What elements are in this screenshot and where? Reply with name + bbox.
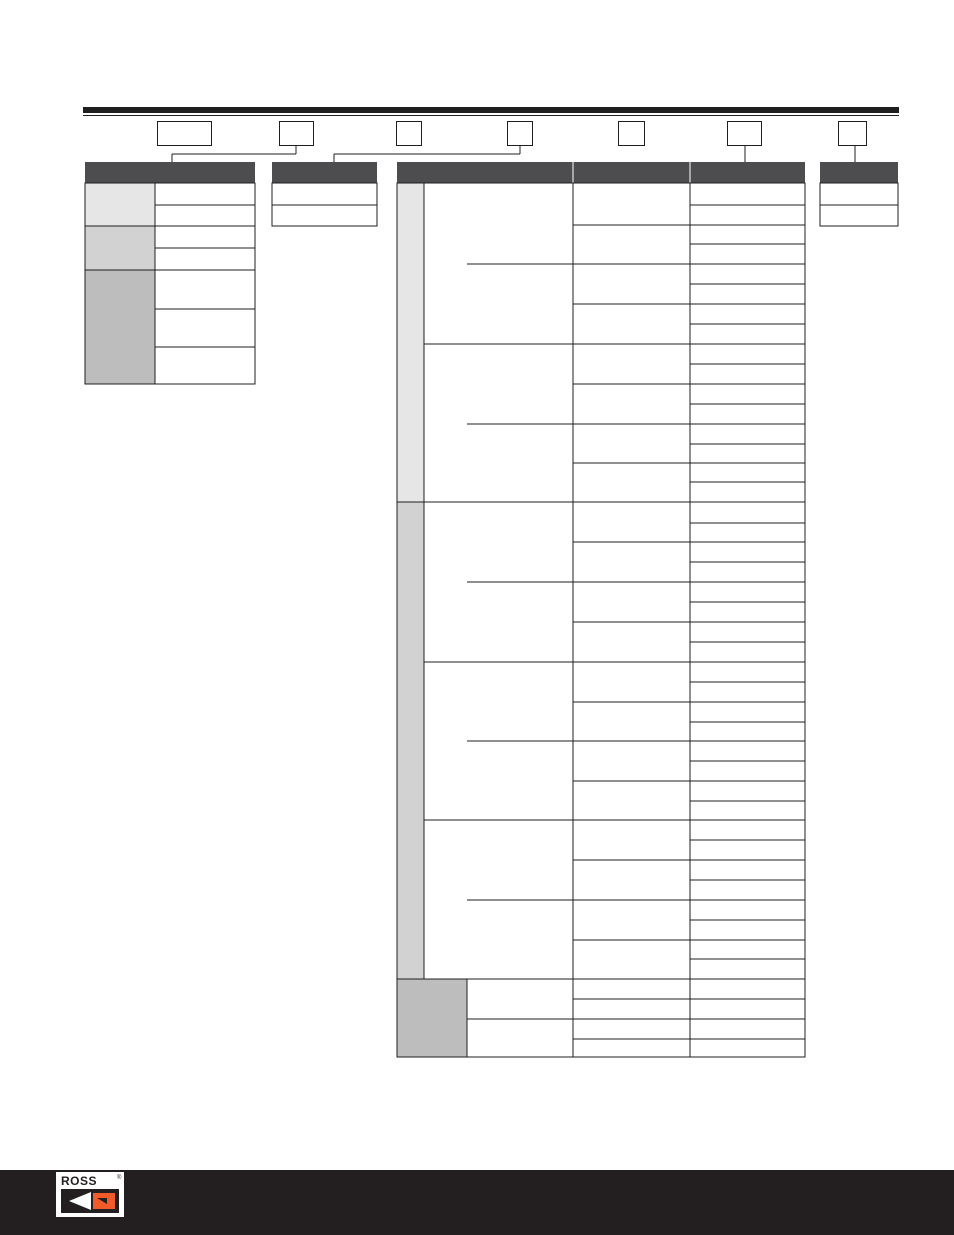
- table-3-shade-c: [397, 979, 467, 1057]
- table-3-frame: [397, 183, 805, 1057]
- ross-logo-mark-icon: [61, 1189, 119, 1213]
- table-4-header: [820, 162, 898, 183]
- table-1-shade-c: [85, 270, 155, 384]
- table-3-shade-b: [397, 502, 424, 979]
- logo-registered: ®: [117, 1175, 122, 1181]
- table-1-shade-b: [85, 226, 155, 270]
- table-1-shade-a: [85, 183, 155, 226]
- table-3-shade-a: [397, 183, 424, 502]
- logo-brand: ROSS: [61, 1174, 98, 1188]
- table-2-header: [272, 162, 377, 183]
- table-1-header: [85, 162, 255, 183]
- ross-logo: [56, 1172, 124, 1217]
- table-3-header: [397, 162, 805, 183]
- footer-band: [0, 1170, 954, 1235]
